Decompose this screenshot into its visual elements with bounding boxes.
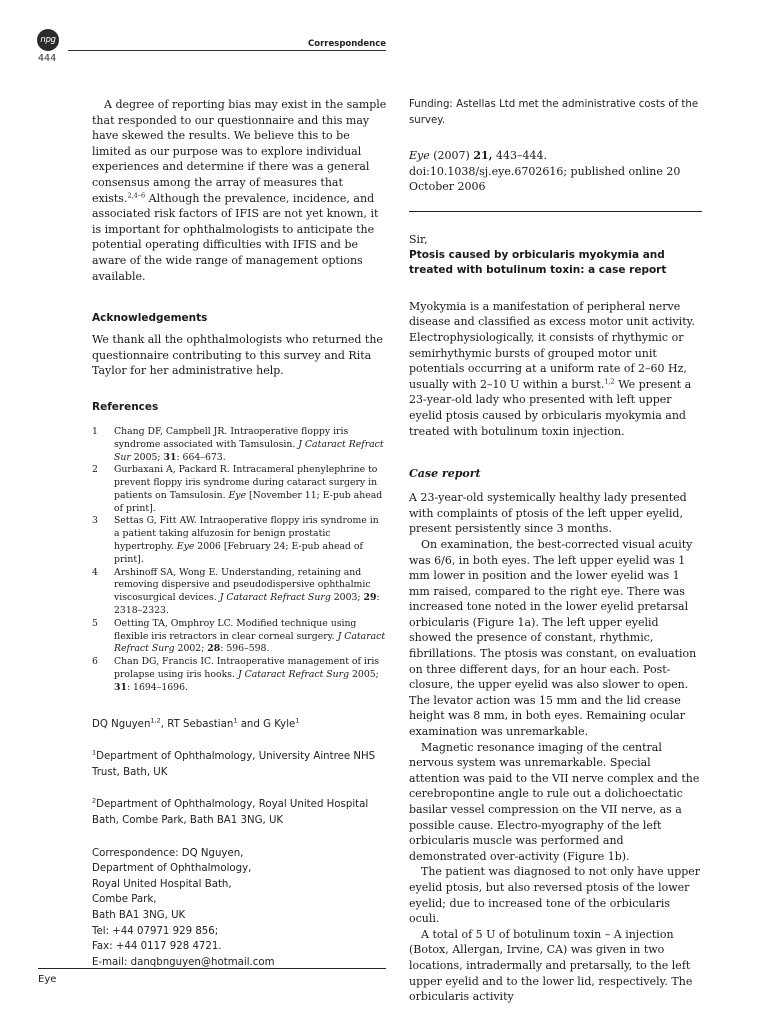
correspondence-line: Bath BA1 3NG, UK [92, 909, 186, 921]
case-paragraph-3: Magnetic resonance imaging of the central nervous system was unremarkable. Special attention was paid to the VII nerve complex and the cerebropontine angle to rule out a dolichoectatic basilar vessel compression on the VII nerve, as a possible cause. Electro-myography of the left orbicularis muscle was performed and demonstrated over-activity (Figure 1b). [409, 740, 700, 863]
reference-year: 2005; [130, 451, 164, 463]
affiliation-marker: 1 [92, 748, 97, 757]
reference-number: 4 [92, 566, 98, 578]
reference-year: 2006 [February 24; E-pub ahead of print]. [114, 541, 363, 565]
author-affiliation-marker: 1 [233, 716, 238, 725]
new-article [409, 232, 702, 1005]
reference-volume: 28 [207, 643, 221, 655]
left-column [92, 97, 387, 970]
case-paragraph-1: A 23-year-old systemically healthy lady presented with complaints of ptosis of the left upper eyelid, present persistently since 3 months. [409, 491, 687, 536]
reference-number: 1 [92, 425, 98, 437]
reference-item [92, 656, 387, 694]
author-name: , RT Sebastian [160, 718, 234, 730]
correspondence-block [92, 846, 387, 971]
acknowledgements-text: We thank all the ophthalmologists who returned the questionnaire contributing to this survey and Rita Taylor for her administrative help. [92, 333, 383, 378]
author-affiliation-marker: 1,2 [150, 716, 161, 725]
article-separator [409, 211, 702, 212]
intro-citation: 2,4–6 [127, 190, 146, 199]
correspondence-fax: Fax: +44 0117 928 4721. [92, 941, 222, 953]
reference-journal: Eye [176, 541, 195, 553]
reference-authors: Chan DG, Francis IC. Intraoperative management of iris prolapse using iris hooks. [114, 656, 380, 681]
reference-journal: J Cataract Refract Surg [219, 592, 331, 604]
reference-number: 6 [92, 656, 98, 668]
reference-item [92, 464, 387, 515]
reference-item [92, 426, 387, 464]
citation-doi: 443–444. doi:10.1038/sj.eye.6702616; published online 20 October 2006 [409, 149, 681, 194]
correspondence-phone: Tel: +44 07971 929 856; [92, 925, 219, 937]
author-name: DQ Nguyen [92, 718, 151, 730]
footer-rule [38, 968, 386, 969]
acknowledgements-heading: Acknowledgements [92, 312, 208, 325]
reference-journal: J Cataract Refract Surg [114, 630, 386, 655]
case-paragraph-5: A total of 5 U of botulinum toxin – A injection (Botox, Allergan, Irvine, CA) was given in two locations, intradermally and pretarsally, to the left upper eyelid and to the lower lid, respectively. The orbicularis activity [409, 927, 693, 1004]
paragraph-text: Myokymia is a manifestation of peripheral nerve disease and classified as excess motor unit activity. Electrophysiologically, it consists of rhythymic or semirhythymic bursts of grouped motor unit potentials occurring at a uniform rate of 2–60 Hz, usually with 2–10 U within a burst. [409, 299, 695, 391]
reference-item [92, 567, 387, 618]
author-name: and G Kyle [237, 718, 296, 730]
citation-journal: Eye [409, 149, 430, 163]
salutation: Sir, [409, 233, 428, 246]
reference-number: 3 [92, 515, 98, 527]
intro-text-1: A degree of reporting bias may exist in the sample that responded to our questionnaire and this may have skewed the results. We believe this to be limited as our purpose was to explore individual experiences and determine if there was a general consensus among the array of measures that exists. [92, 98, 387, 205]
reference-volume: 31 [114, 681, 127, 693]
affiliation-2 [92, 797, 387, 828]
case-paragraph-4: The patient was diagnosed to not only have upper eyelid ptosis, but also reversed ptosis of the lower eyelid; due to increased tone of the orbicularis oculi. [409, 865, 701, 926]
intro-text-2: Although the prevalence, incidence, and associated risk factors of IFIS are not yet known, it is important for ophthalmologists to anticipate the potential operating difficulties with IFIS and be aware of the wide range of management options available. [92, 191, 379, 283]
reference-number: 2 [92, 464, 98, 476]
citation-year: (2007) [429, 149, 474, 163]
reference-item [92, 618, 387, 656]
affiliation-1 [92, 749, 387, 780]
section-label: Correspondence [308, 39, 386, 49]
references-list [92, 426, 387, 695]
affiliation-text: Department of Ophthalmology, Royal United Hospital Bath, Combe Park, Bath BA1 3NG, UK [92, 799, 369, 827]
reference-volume: 29 [363, 592, 377, 604]
reference-year: 2003; [330, 592, 364, 604]
reference-authors: Settas G, Fitt AW. Intraoperative floppy iris syndrome in a patient taking alfuzosin for benign prostatic hypertrophy. [114, 515, 379, 553]
reference-volume: 31 [163, 451, 177, 463]
right-column [409, 97, 702, 195]
reference-journal: J Cataract Refract Sur [114, 438, 384, 463]
publisher-logo [37, 29, 59, 51]
case-paragraph-2: On examination, the best-corrected visual acuity was 6/6, in both eyes. The left upper eyelid was 1 mm lower in position and the lower eyelid was 1 mm raised, compared to the right eye. There was increased tone noted in the lower eyelid pretarsal orbicularis (Figure 1a). The left upper eyelid showed the presence of constant, rhythmic, fibrillations. The ptosis was constant, on evaluation on three different days, for an hour each. Post-closure, the upper eyelid was also slower to open. The levator action was 15 mm and the lid crease height was 8 mm, in both eyes. Remaining ocular examination was unremarkable. [409, 537, 697, 739]
author-affiliation-marker: 1 [295, 716, 300, 725]
reference-authors: Chang DF, Campbell JR. Intraoperative floppy iris syndrome associated with Tamsulosin. [114, 425, 349, 450]
reference-authors: Gurbaxani A, Packard R. Intracameral phenylephrine to prevent floppy iris syndrome during cataract surgery in patients on Tamsulosin. [114, 464, 378, 501]
correspondence-line: Department of Ophthalmology, [92, 863, 252, 875]
funding-statement: Funding: Astellas Ltd met the administrative costs of the survey. [409, 99, 699, 126]
footer-journal-name: Eye [38, 974, 57, 985]
intro-paragraph [92, 97, 387, 284]
paragraph-text: We present a 23-year-old lady who presented with left upper eyelid ptosis caused by orbicularis myokymia and treated with botulinum toxin injection. [409, 377, 692, 438]
reference-pages: : 2318–2323. [114, 592, 380, 617]
reference-journal: J Cataract Refract Surg [237, 669, 350, 681]
page-number: 444 [38, 53, 57, 64]
reference-journal: Eye [228, 489, 247, 501]
case-report-heading: Case report [409, 467, 481, 481]
citation-marker: 1,2 [604, 377, 615, 386]
affiliation-marker: 2 [92, 797, 97, 806]
reference-authors: Oetting TA, Omphroy LC. Modified technique using flexible iris retractors in clear corneal surgery. [114, 617, 357, 642]
article-title: Ptosis caused by orbicularis myokymia and treated with botulinum toxin: a case report [409, 248, 667, 277]
references-heading: References [92, 400, 159, 413]
reference-pages: : 596–598. [220, 643, 270, 655]
citation-volume: 21, [473, 149, 493, 163]
reference-number: 5 [92, 617, 98, 629]
correspondence-email[interactable]: E-mail: danqbnguyen@hotmail.com [92, 956, 275, 968]
reference-pages: : 1694–1696. [126, 681, 188, 693]
affiliation-text: Department of Ophthalmology, University Aintree NHS Trust, Bath, UK [92, 751, 376, 778]
correspondence-line: Royal United Hospital Bath, [92, 878, 232, 890]
reference-authors: Arshinoff SA, Wong E. Understanding, retaining and removing dispersive and pseudodispersive ophthalmic viscosurgical devices. [114, 566, 371, 604]
correspondence-line: Combe Park, [92, 894, 157, 906]
reference-item [92, 515, 387, 566]
reference-year: 2005; [349, 669, 379, 681]
reference-pages: : 664–673. [176, 451, 226, 463]
correspondence-line: Correspondence: DQ Nguyen, [92, 847, 244, 859]
reference-year: 2002; [174, 643, 208, 655]
intro-paragraph-right [409, 299, 702, 439]
reference-year: [November 11; E-pub ahead of print]. [114, 489, 383, 514]
author-line [92, 717, 387, 733]
logo-text: npg [40, 35, 56, 45]
article-citation [409, 148, 702, 195]
header-rule [68, 50, 386, 51]
